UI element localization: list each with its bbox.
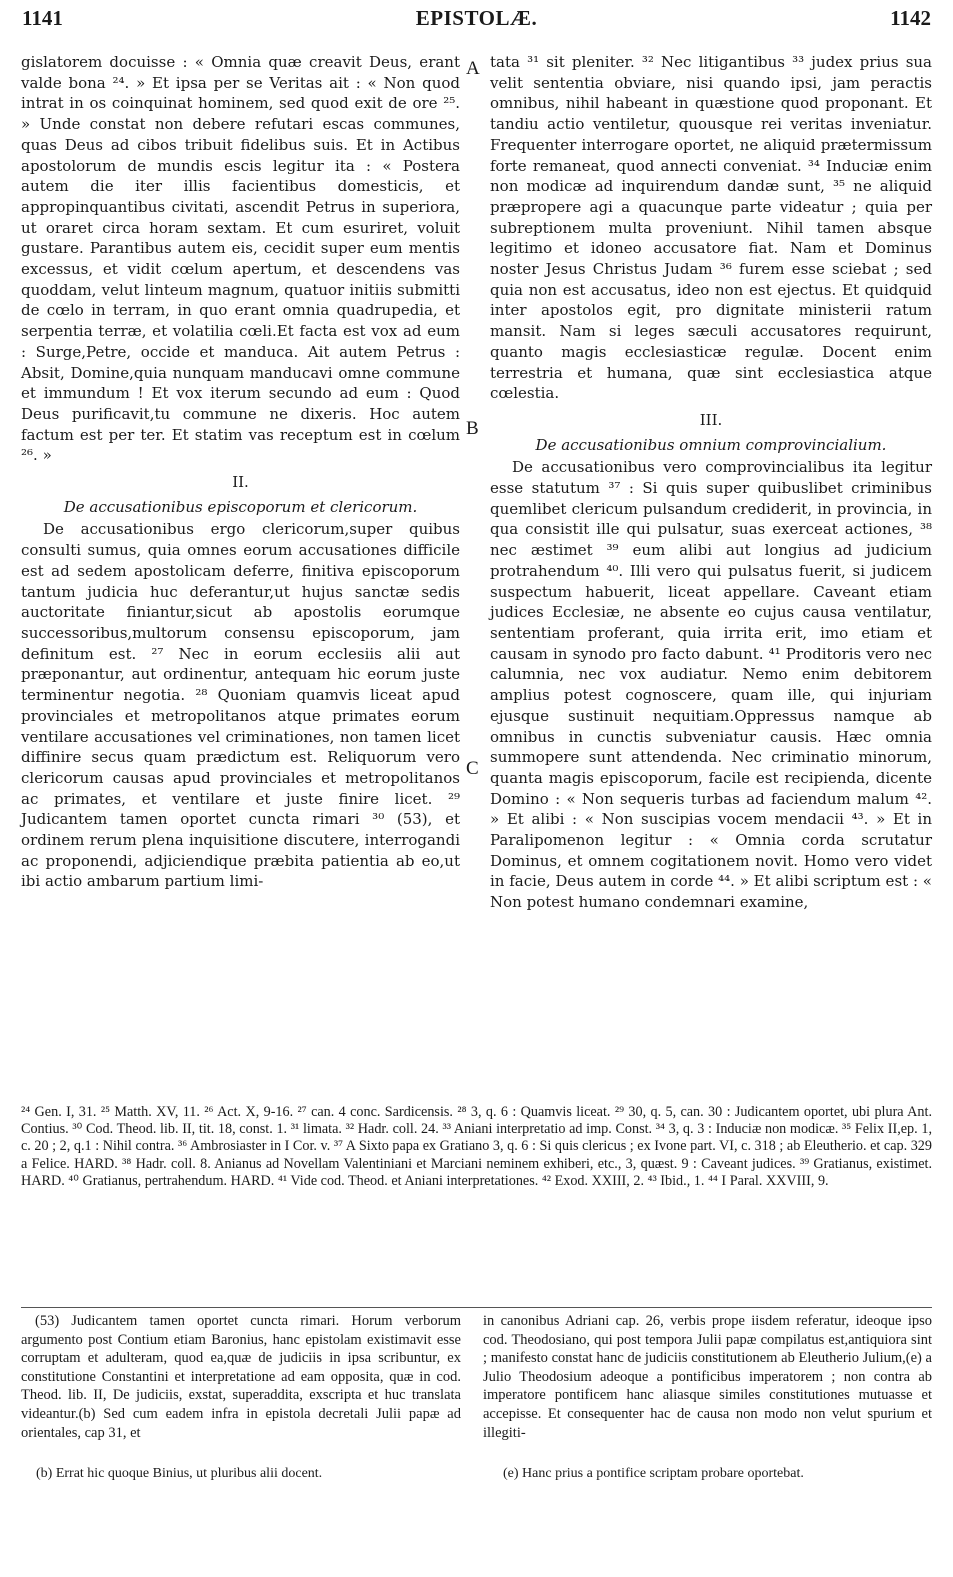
annotation-right: [483, 1312, 932, 1442]
section-title-iii: De accusationibus omnium comprovincialium.: [535, 435, 887, 454]
left-paragraph-1: gislatorem docuisse : « Omnia quæ creavit Deus, erant valde bona ²⁴. » Et ipsa per se Veritas ait : « Non quod intrat in os coinquinat hominem, sed quod exit de ore ²⁵. » Unde constat non debere refutari escas communes, quas Deus ad cibos tribuit fidelibus suis. Et in Actibus apostolorum de mundis escis legitur ita : « Postera autem die iter illis facientibus domesticis, et appropinquantibus civitati, ascendit Petrus in superiora, ut oraret circa horam sextam. Et cum esuriret, voluit gustare. Parantibus autem eis, cecidit super eum mentis excessus, et vidit cœlum apertum, et descendens vas quoddam, velut linteum magnum, quatuor initiis submitti de cœlo in terram, in quo erant omnia quadrupedia, et serpentia terræ, et volatilia cœli.Et facta est vox ad eum : Surge,Petre, occide et manduca. Ait autem Petrus : Absit, Domine,quia nunquam manducavi omne commune et immundum ! Et vox iterum secundo ad eum : Quod Deus purificavit,tu commune ne dixeris. Hoc autem factum est per ter. Et statim vas receptum est in cœlum ²⁶. »: [21, 53, 460, 465]
margin-letter-b: B: [466, 418, 479, 439]
footnote-b: (b) Errat hic quoque Binius, ut pluribus alii docent.: [36, 1466, 323, 1481]
page-header: [22, 4, 931, 34]
margin-letter-c: C: [466, 758, 479, 779]
running-title: EPISTOLÆ.: [415, 6, 538, 30]
section-number-iii: III.: [699, 410, 723, 429]
page-number-right: 1142: [890, 6, 931, 30]
section-title-ii: De accusationibus episcoporum et clericorum.: [63, 497, 418, 516]
right-column: [490, 52, 932, 913]
annotation-left: [21, 1312, 461, 1442]
notes-divider: [21, 1307, 932, 1308]
left-paragraph-2: De accusationibus ergo clericorum,super quibus consulti sumus, quia omnes eorum accusationes difficile est ad sedem apostolicam deferre, finitiva episcoporum tantum judicia huc deferantur,ut hujus sanctæ sedis auctoritate finiantur,sicut ab apostolis eorumque successoribus,multorum consensu episcoporum, jam definitum est. ²⁷ Nec in eorum ecclesiis alii aut præponantur, aut ordinentur, antequam hic eorum juste terminentur negotia. ²⁸ Quoniam quamvis liceat apud provinciales et metropolitanos atque primates eorum ventilare accusationes vel criminationes, non tamen licet diffinire secus quam prædictum est. Reliquorum vero clericorum causas apud provinciales et metropolitanos ac primates, et ventilare et juste finire licet. ²⁹ Judicantem tamen oportet cuncta rimari ³⁰ (53), et ordinem rerum plena inquisitione discutere, interrogandi ac proponendi, adjiciendique præbita patientia ab eo,ut ibi actio ambarum partium limi-: [21, 520, 460, 891]
footnote-e: (e) Hanc prius a pontifice scriptam probare oportebat.: [503, 1466, 804, 1481]
annotation-right-text: in canonibus Adriani cap. 26, verbis prope iisdem referatur, ideoque ipso cod. Theodosiano, qui post tempora Julii papæ compilatus est,antiquiora sint ; manifesto constat hanc de judiciis constitutionem ab Eleutherio Julium,(e) a Julio Theodosium adeoque a pontificibus imperatorem ; non contra ab imperatore pontificem hanc aliasque similes constitutiones mutuasse et accepisse. Et consequenter hac de causa non modo non velut spurium et illegiti-: [483, 1313, 932, 1441]
right-paragraph-1: tata ³¹ sit pleniter. ³² Nec litigantibus ³³ judex prius sua velit sententia obviare, nisi quando ipsi, jam peractis omnibus, nihil habeant in quæstione quod proponant. Et tandiu actio ventiletur, quousque rei veritas inveniatur. Frequenter interrogare oportet, ne aliquid prætermissum forte remaneat, quod annecti conveniat. ³⁴ Induciæ enim non modicæ ad inquirendum dandæ sunt, ³⁵ ne aliquid præpropere agi a quacunque parte videatur ; quia per subreptionem multa proveniunt. Nihil tamen absque legitimo et idoneo accusatore fiat. Nam et Dominus noster Jesus Christus Judam ³⁶ furem esse sciebat ; sed quia non est accusatus, ideo non est ejectus. Et quidquid inter apostolos egit, pro dignitate ministerii ratum mansit. Nam si leges sæculi accusatores requirunt, quanto magis ecclesiasticæ regulæ. Docent enim terrestria et humana, quæ sint ecclesiastica atque cœlestia.: [490, 53, 932, 403]
section-number-ii: II.: [232, 473, 249, 492]
annotation-left-text: (53) Judicantem tamen oportet cuncta rimari. Horum verborum argumento post Contium etiam Baronius, hanc epistolam existimavit esse corruptam et adulteram, quod ea,quæ de judiciis in ipsa scribuntur, ex constitutione Constantini et interpretatione ad eam opposita, quæ in cod. Theod. lib. II, De judiciis, exstat, superaddita, exscripta et huc translata videantur.(b) Sed cum eadem infra in epistola decretali Julii papæ ad orientales, cap 31, et: [21, 1313, 461, 1441]
page-number-left: 1141: [22, 6, 63, 30]
margin-letter-a: A: [466, 58, 480, 79]
right-paragraph-2: De accusationibus vero comprovincialibus ita legitur esse statutum ³⁷ : Si quis super quibuslibet criminibus quemlibet clericum pulsandum crediderit, in provincia, in qua consistit ille qui pulsatur, suas exerceat actiones, ³⁸ nec æstimet ³⁹ eum alibi aut longius ad judicium protrahendum ⁴⁰. Illi vero qui pulsatus fuerit, si judicem suspectum habuerit, liceat appellare. Caveant etiam judices Ecclesiæ, ne absente eo cujus causa ventilatur, sententiam proferant, quia irrita erit, imo etiam et causam in synodo pro facto dabunt. ⁴¹ Proditoris vero nec calumnia, nec vox audiatur. Nemo enim debitorem amplius potest cognoscere, quam ille, qui injuriam ejusque sustinuit nequitiam.Oppressus namque ab omnibus in cunctis subveniatur causis. Hæc omnia summopere sunt attendenda. Nec criminatio minorum, quanta magis episcoporum, facile est recipienda, dicente Domino : « Non sequeris turbas ad faciendum malum ⁴². » Et alibi : « Non suscipias vocem mendacii ⁴³. » Et in Paralipomenon legitur : « Omnia corda scrutatur Dominus, et omnem cogitationem novit. Homo vero videt in facie, Deus autem in corde ⁴⁴. » Et alibi scriptum est : « Non potest humano condemnari examine,: [490, 458, 932, 912]
source-notes-text: ²⁴ Gen. I, 31. ²⁵ Matth. XV, 11. ²⁶ Act. X, 9-16. ²⁷ can. 4 conc. Sardicensis. ²⁸ 3, q. 6 : Quamvis liceat. ²⁹ 30, q. 5, can. 30 : Judicantem oportet, ubi plura Ant. Contius. ³⁰ Cod. Theod. lib. II, tit. 18, const. 1. ³¹ limata. ³² Hadr. coll. 24. ³³ Aniani interpretatio ad imp. Const. ³⁴ 3, q. 3 : Induciæ non modicæ. ³⁵ Felix II,ep. 1, c. 20 ; 2, q.1 : Nihil contra. ³⁶ Ambrosiaster in I Cor. v. ³⁷ A Sixto papa ex Gratiano 3, q. 6 : Si quis clericus ; ex Ivone part. VI, c. 318 ; ab Eleutherio. et cap. 329 a Felice. HARD. ³⁸ Hadr. coll. 8. Anianus ad Novellam Valentiniani et Marciani neminem exhiberi, etc., 3, quæst. 9 : Caveant judices. ³⁹ Gratianus, existimet. HARD. ⁴⁰ Gratianus, pertrahendum. HARD. ⁴¹ Vide cod. Theod. et Aniani interpretationes. ⁴² Exod. XXIII, 2. ⁴³ Ibid., 1. ⁴⁴ I Paral. XXVIII, 9.: [21, 1104, 932, 1189]
left-column: [21, 52, 460, 892]
source-notes: [21, 1104, 932, 1190]
